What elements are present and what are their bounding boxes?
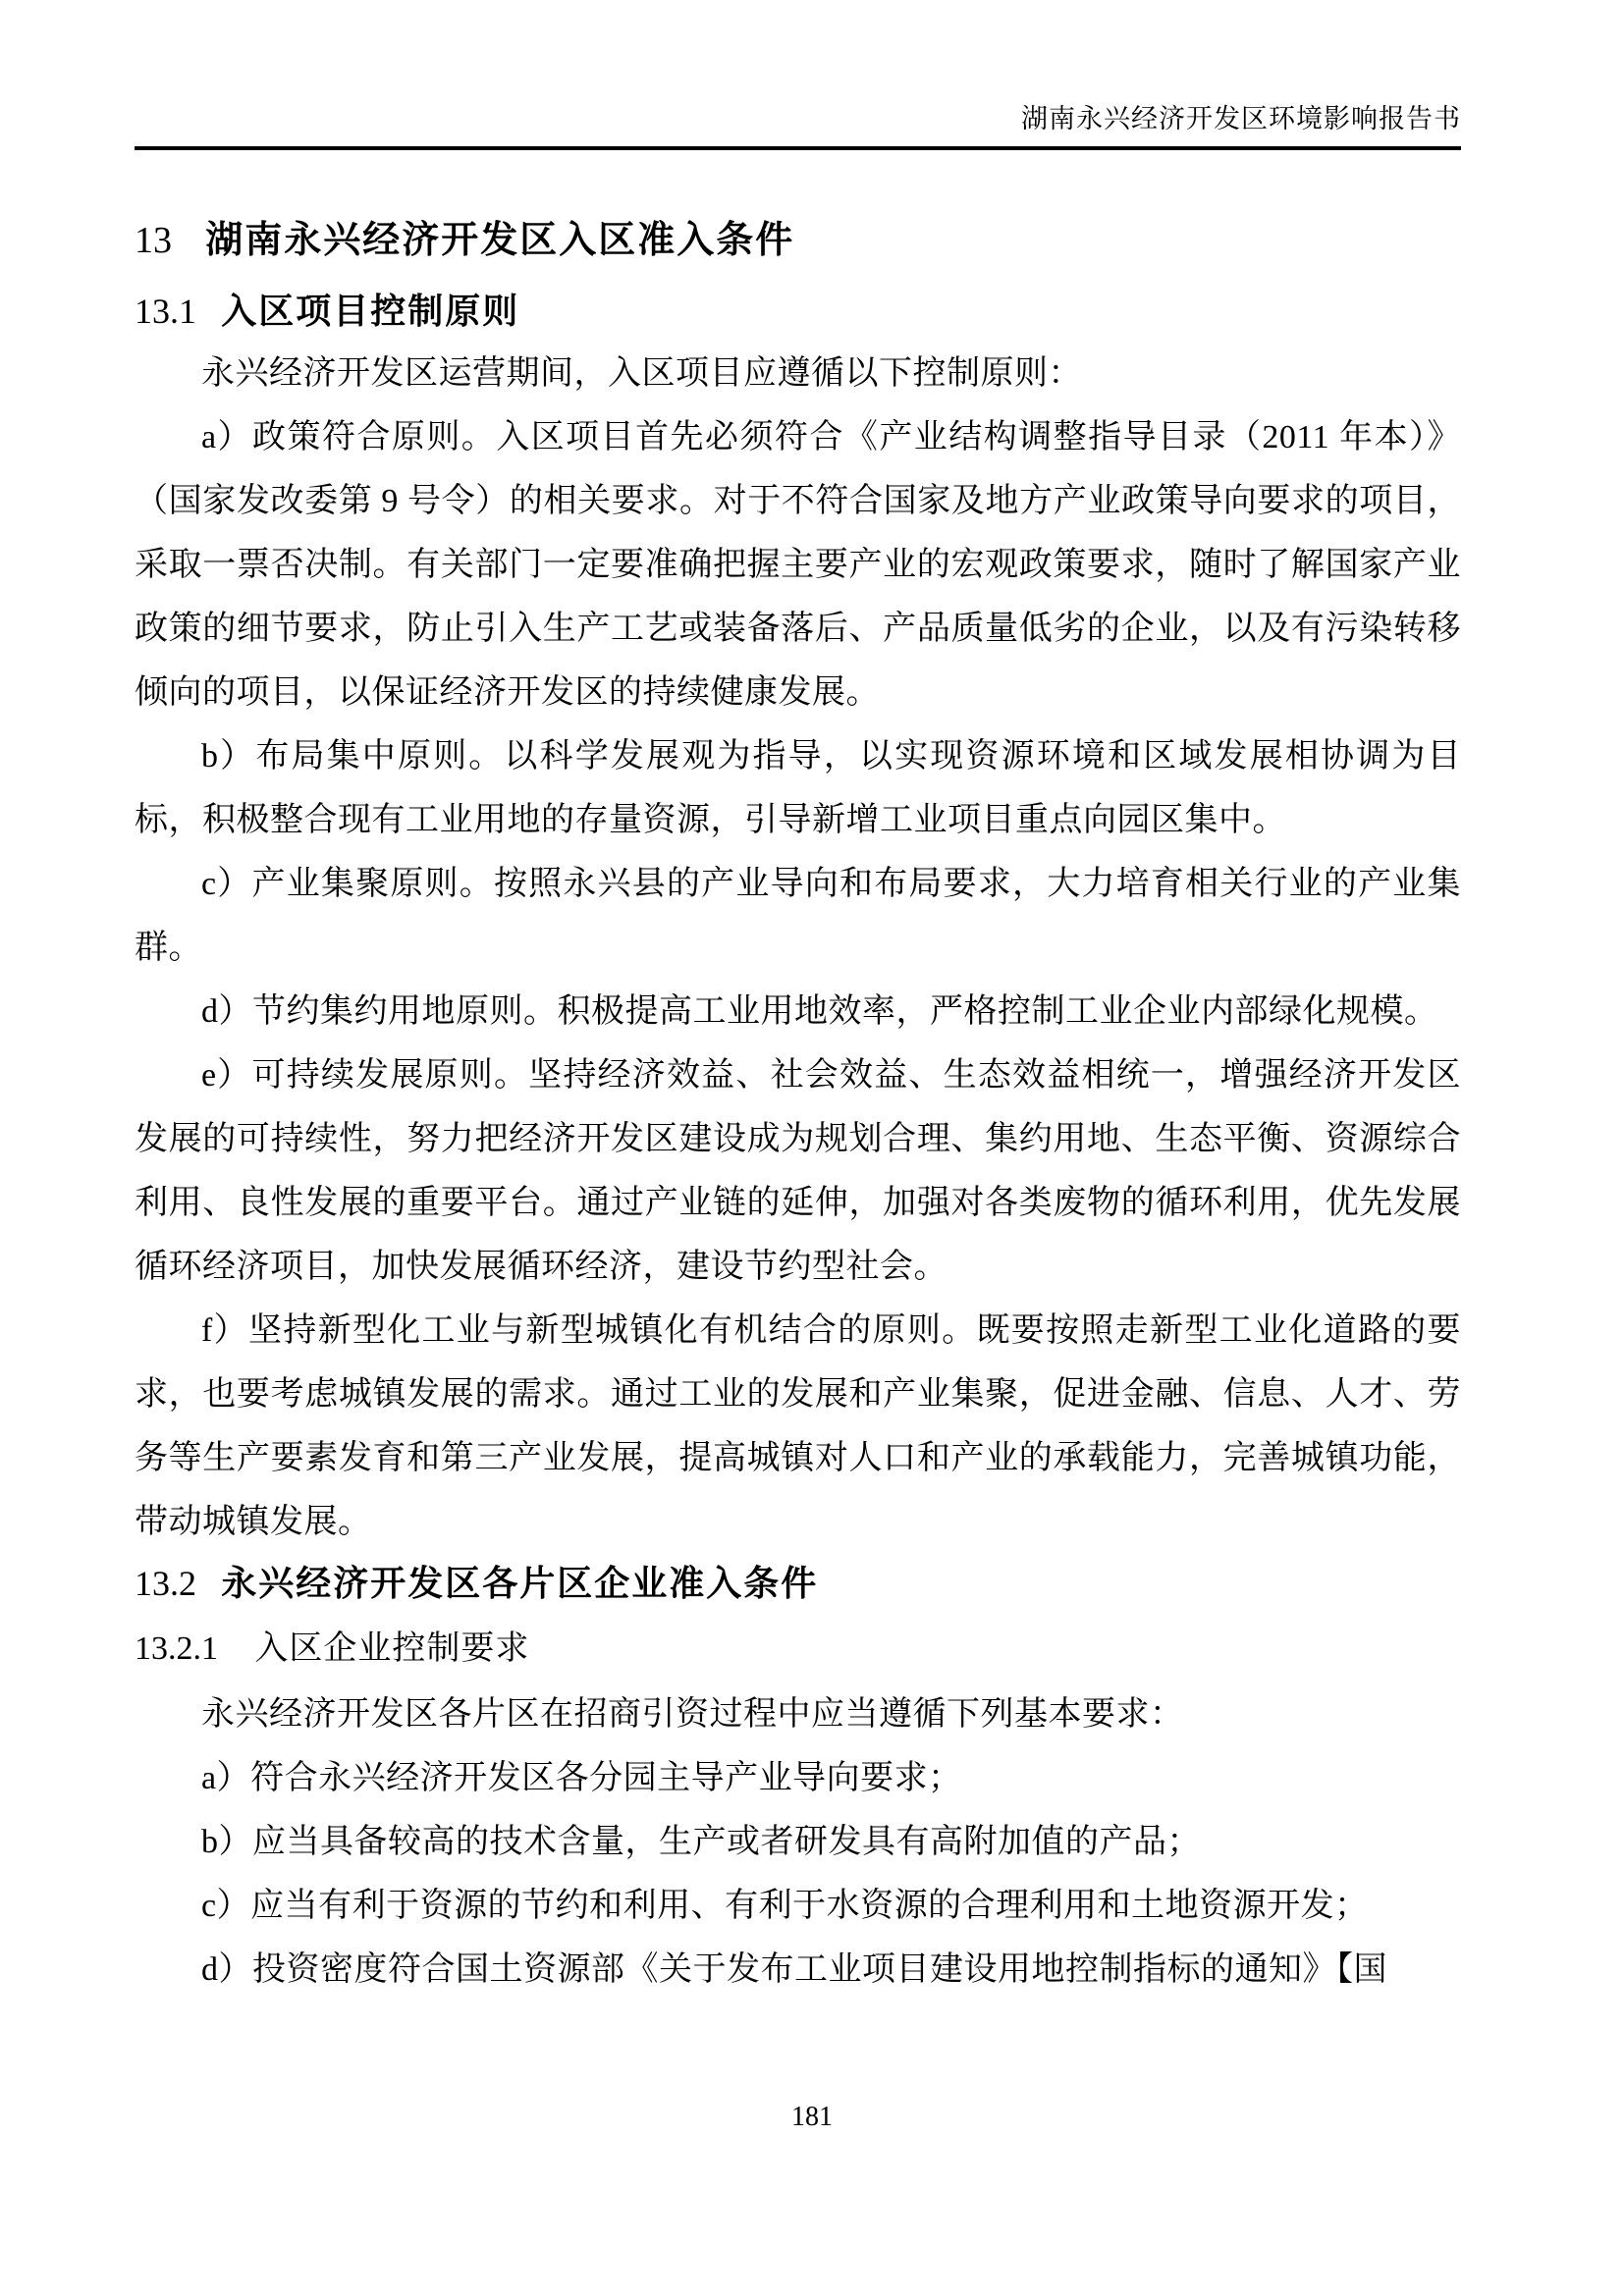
page-number: 181 bbox=[791, 2102, 833, 2132]
subsection-heading-13-2-1 bbox=[135, 1628, 1461, 1671]
paragraph-item-c: c）产业集聚原则。按照永兴县的产业导向和布局要求，大力培育相关行业的产业集群。 bbox=[135, 865, 1461, 966]
section-heading-13-1 bbox=[135, 290, 1461, 334]
paragraph-req-b: b）应当具备较高的技术含量，生产或者研发具有高附加值的产品； bbox=[201, 1823, 1201, 1860]
subsection-title-text-13-2-1: 入区企业控制要求 bbox=[254, 1629, 530, 1667]
running-header bbox=[135, 0, 1461, 136]
section-number-13-2: 13.2 bbox=[135, 1563, 196, 1603]
section-13-1-body bbox=[135, 342, 1461, 1554]
paragraph-item-f: f）坚持新型化工业与新型城镇化有机结合的原则。既要按照走新型工业化道路的要求，也要考虑城镇发展的需求。通过工业的发展和产业集聚，促进金融、信息、人才、劳务等生产要素发育和第三产业发展，提高城镇对人口和产业的承载能力，完善城镇功能，带动城镇发展。 bbox=[135, 1311, 1461, 1540]
section-number-13-1: 13.1 bbox=[135, 291, 196, 331]
paragraph-intro-2: 永兴经济开发区各片区在招商引资过程中应当遵循下列基本要求： bbox=[201, 1695, 1184, 1733]
chapter-title-text: 湖南永兴经济开发区入区准入条件 bbox=[205, 220, 795, 262]
section-heading-13-2 bbox=[135, 1562, 1461, 1606]
header-rule bbox=[135, 146, 1461, 150]
paragraph-item-a: a）政策符合原则。入区项目首先必须符合《产业结构调整指导目录（2011 年本）》（国家发改委第 9 号令）的相关要求。对于不符合国家及地方产业政策导向要求的项目，采取一票否决制。有关部门一定要准确把握主要产业的宏观政策要求，随时了解国家产业政策的细节要求，防止引入生产工艺或装备落后、产品质量低劣的企业，以及有污染转移倾向的项目，以保证经济开发区的持续健康发展。 bbox=[135, 418, 1461, 711]
section-title-text-13-2: 永兴经济开发区各片区企业准入条件 bbox=[221, 1562, 819, 1603]
running-header-title: 湖南永兴经济开发区环境影响报告书 bbox=[1021, 104, 1461, 133]
paragraph-req-a: a）符合永兴经济开发区各分园主导产业导向要求； bbox=[201, 1759, 962, 1796]
subsection-number-13-2-1: 13.2.1 bbox=[135, 1629, 218, 1667]
paragraph-item-e: e）可持续发展原则。坚持经济效益、社会效益、生态效益相统一，增强经济开发区发展的可持续性，努力把经济开发区建设成为规划合理、集约用地、生态平衡、资源综合利用、良性发展的重要平台。通过产业链的延伸，加强对各类废物的循环利用，优先发展循环经济项目，加快发展循环经济，建设节约型社会。 bbox=[135, 1056, 1461, 1285]
section-13-2-1-body bbox=[135, 1682, 1461, 2002]
paragraph-req-d: d）投资密度符合国土资源部《关于发布工业项目建设用地控制指标的通知》【国 bbox=[201, 1950, 1387, 1988]
page-footer bbox=[0, 2101, 1624, 2134]
paragraph-item-b: b）布局集中原则。以科学发展观为指导，以实现资源环境和区域发展相协调为目标，积极整合现有工业用地的存量资源，引导新增工业项目重点向园区集中。 bbox=[135, 737, 1461, 838]
chapter-number: 13 bbox=[135, 220, 172, 262]
paragraph-req-c: c）应当有利于资源的节约和利用、有利于水资源的合理利用和土地资源开发； bbox=[201, 1887, 1369, 1924]
paragraph-intro: 永兴经济开发区运营期间，入区项目应遵循以下控制原则： bbox=[201, 354, 1082, 392]
section-title-text-13-1: 入区项目控制原则 bbox=[221, 290, 520, 331]
paragraph-item-d: d）节约集约用地原则。积极提高工业用地效率，严格控制工业企业内部绿化规模。 bbox=[201, 992, 1438, 1030]
chapter-heading bbox=[135, 219, 1461, 264]
